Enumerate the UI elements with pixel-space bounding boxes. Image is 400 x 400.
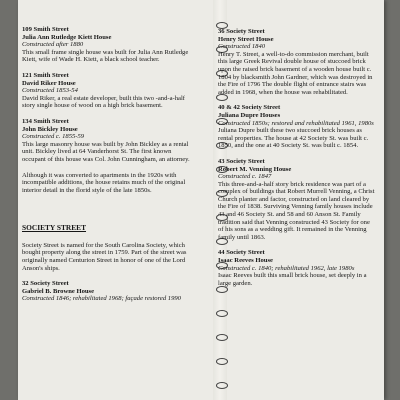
entry-description: This three-and-a-half story brick residence was part of a complex of buildings that Robert Murrell Venning, a Christ Church planter and factor, constructed on land cleared by the Fire of 1838. Surviving Venning family houses include 43 and 46 Society St. and 58 and 60 Anson St. Family tradition said that Venning constructed 43 Society for one of his sons as a wedding gift. It remained in the Venning family until 1863. <box>218 180 375 241</box>
section-heading: SOCIETY STREET <box>22 223 87 233</box>
entry-construction-date: Constructed c. 1847 <box>218 173 272 181</box>
entry-house-name: John Bickley House <box>22 125 78 133</box>
entry-construction-date: Constructed 1840 <box>218 43 266 51</box>
entry-description: This small frame single house was built for Julia Ann Rutledge Kiett, wife of Wade H. Kiett, a black school teacher. <box>22 48 189 64</box>
entry-house-name: David Riker House <box>22 79 76 87</box>
entry-40-42-society <box>218 104 376 150</box>
entry-construction-date: Constructed 1846; rehabilitated 1968; façade restored 1990 <box>22 295 181 303</box>
entry-121-smith <box>22 72 192 110</box>
entry-43-society <box>218 158 376 242</box>
entry-address: 40 & 42 Society Street <box>218 104 281 112</box>
entry-134-smith <box>22 118 192 164</box>
entry-house-name: Henry Street House <box>218 35 274 43</box>
entry-construction-date: Constructed 1850s; restored and rehabilitated 1961, 1980s <box>218 119 374 127</box>
entry-house-name: Julia Ann Rutledge Kiett House <box>22 33 112 41</box>
entry-address: 32 Society Street <box>22 280 69 288</box>
entry-36-society <box>218 28 376 96</box>
entry-house-name: Isaac Reeves House <box>218 257 273 265</box>
entry-description: Juliana Dupre built these two stuccoed brick houses as rental properties. The house at 42 Society St. was built c. 1850, and the one at 40 Society St. was built c. 1854. <box>218 127 369 150</box>
entry-house-name: Juliana Dupre Houses <box>218 111 281 119</box>
entry-construction-date: Constructed after 1880 <box>22 41 84 49</box>
right-column <box>218 28 376 295</box>
entry-description: Isaac Reeves built this small brick house, set deeply in a large garden. <box>218 272 367 287</box>
left-column <box>22 26 192 311</box>
entry-construction-date: Constructed c. 1840; rehabilitated 1962, late 1980s <box>218 264 355 272</box>
entry-house-name: Gabriel B. Browne House <box>22 287 95 295</box>
entry-address: 121 Smith Street <box>22 71 69 79</box>
section-intro: Society Street is named for the South Carolina Society, which bought property along the street in 1759. Part of the street was originally named Centurion Street in honor of one of the Lord Anson's ships. <box>22 241 187 272</box>
entry-construction-date: Constructed 1853-54 <box>22 87 78 95</box>
entry-address: 36 Society Street <box>218 28 265 35</box>
entry-construction-date: Constructed c. 1855-59 <box>22 133 85 141</box>
entry-description: This large masonry house was built by John Bickley as a rental unit. Bickley lived at 64 Vanderhorst St. The first known occupant of this house was Col. John Cunningham, an attorney. <box>22 140 190 163</box>
binding-ring <box>216 382 228 389</box>
binding-ring <box>216 334 228 341</box>
entry-44-society <box>218 249 376 287</box>
entry-109-smith <box>22 26 192 64</box>
entry-address: 134 Smith Street <box>22 117 69 125</box>
conversion-paragraph: Although it was converted to apartments in the 1920s with incompatible additions, the house retains much of the original interior detail in the florid style of the late 1850s. <box>22 171 186 194</box>
entry-description: Henry T. Street, a well-to-do commission merchant, built this large Greek Revival double house of stuccoed brick upon the raised brick basement of a wooden house built c. 1804 by blacksmith John Gardner, which was destroyed in the Fire of 1796 The double flight of entrance stairs was added in 1968, when the house was rehabilitated. <box>218 50 373 96</box>
entry-description: David Riker, a real estate developer, built this two -and-a-half story single house of wood on a high brick basement. <box>22 94 185 110</box>
entry-address: 43 Society Street <box>218 157 265 165</box>
entry-address: 109 Smith Street <box>22 26 69 33</box>
binding-ring <box>216 310 228 317</box>
entry-address: 44 Society Street <box>218 249 265 257</box>
binding-ring <box>216 358 228 365</box>
entry-32-society <box>22 280 192 303</box>
entry-house-name: Robert M. Venning House <box>218 165 292 173</box>
